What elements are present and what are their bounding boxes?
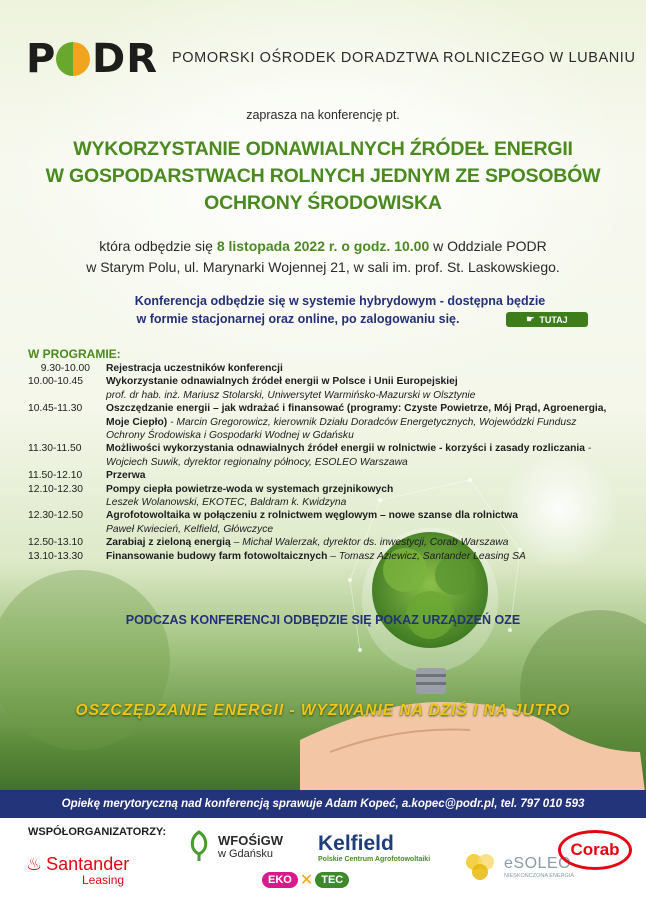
program-topic: Rejestracja uczestników konferencji xyxy=(106,363,283,374)
ekotec-eko: EKO xyxy=(262,872,298,888)
corab-name: Corab xyxy=(570,840,620,859)
program-topic: Agrofotowoltaika w połączeniu z rolnictwem węglowym – nowe szanse dla rolnictwa xyxy=(106,510,518,522)
program-row xyxy=(28,509,618,536)
event-details xyxy=(0,236,646,278)
program-row xyxy=(28,442,618,469)
hybrid-line-1: Konferencja odbędzie się w systemie hybrydowym - dostępna będzie xyxy=(134,294,546,308)
program-topic: Możliwości wykorzystania odnawialnych źródeł energii w rolnictwie - korzyści i zasady rozliczania xyxy=(106,443,585,455)
program-description xyxy=(106,550,618,563)
program-topic: Finansowanie budowy farm fotowoltaicznych xyxy=(106,550,328,562)
slogan: OSZCZĘDZANIE ENERGII - WYZWANIE NA DZIŚ I NA JUTRO xyxy=(75,702,571,719)
program-description xyxy=(106,536,618,549)
santander-logo xyxy=(26,854,129,887)
wfos-name: WFOŚiGW xyxy=(218,832,283,848)
program-topic: Przerwa xyxy=(106,470,146,482)
program-row xyxy=(28,550,618,563)
corab-logo xyxy=(558,830,632,870)
program-time: 10.00-10.45 xyxy=(28,376,83,388)
program-row xyxy=(28,362,618,375)
kelfield-logo xyxy=(318,832,430,863)
program-time: 9.30-10.00 xyxy=(40,363,90,374)
program-topic: Zarabiaj z zieloną energią xyxy=(106,537,231,549)
podr-logo xyxy=(26,34,158,84)
sponsors-label: WSPÓŁORGANIZATORZY: xyxy=(28,826,167,838)
program-description xyxy=(106,442,618,469)
program-topic: Oszczędzanie energii – jak wdrażać i finansować (programy: Czyste Powietrze, Mój Prąd, Agroenergia, Moje Ciepło) xyxy=(106,403,607,428)
program-speaker: – Tomasz Aziewicz, Santander Leasing SA xyxy=(327,550,526,562)
wfos-sub: w Gdańsku xyxy=(218,847,274,860)
flame-icon: ♨ xyxy=(26,854,43,874)
santander-name: Santander xyxy=(46,854,130,874)
organization-name: POMORSKI OŚRODEK DORADZTWA ROLNICZEGO W LUBANIU xyxy=(172,50,636,66)
title-line-3: OCHRONY ŚRODOWISKA xyxy=(204,192,442,214)
wfos-leaf-icon xyxy=(186,830,212,862)
ekotec-logo xyxy=(262,870,349,890)
event-date: 8 listopada 2022 r. o godz. 10.00 xyxy=(216,238,430,254)
program-speaker: prof. dr hab. inż. Mariusz Stolarski, Uniwersytet Warmińsko-Mazurski w Olsztynie xyxy=(106,389,476,401)
ekotec-tec: TEC xyxy=(315,872,349,888)
program-speaker: Paweł Kwiecień, Kelfield, Główczyce xyxy=(106,523,274,535)
pointing-hand-icon: ☛ xyxy=(526,314,535,324)
esoleo-logo xyxy=(460,850,574,884)
esoleo-flower-icon xyxy=(460,850,500,884)
kelfield-name: Kelfield xyxy=(318,832,394,855)
esoleo-name: eSOLEO xyxy=(504,855,572,872)
program-speaker: Leszek Wolanowski, EKOTEC, Baldram k. Kwidzyna xyxy=(106,497,347,509)
program-speaker: – Michał Walerzak, dyrektor ds. inwestycji, Corab Warszawa xyxy=(230,537,509,549)
program-description xyxy=(106,469,618,482)
program-row xyxy=(28,469,618,482)
santander-sub: Leasing xyxy=(82,873,125,887)
tutaj-label: TUTAJ xyxy=(539,314,568,325)
program-description xyxy=(106,509,618,536)
invitation-text: zaprasza na konferencję pt. xyxy=(246,108,400,122)
program-row xyxy=(28,483,618,510)
conference-title xyxy=(0,136,646,217)
tutaj-link-button[interactable] xyxy=(506,312,588,327)
event-location: w Starym Polu, ul. Marynarki Wojennej 21, w sali im. prof. St. Laskowskiego. xyxy=(86,259,560,275)
program-time: 12.30-12.50 xyxy=(28,510,83,522)
program-row xyxy=(28,536,618,549)
logo-leaf-icon xyxy=(56,42,90,76)
program-time: 11.50-12.10 xyxy=(28,470,83,482)
esoleo-sub: NIESKOŃCZONA ENERGIA xyxy=(504,873,574,879)
program-description xyxy=(106,402,618,442)
when-suffix: w Oddziale PODR xyxy=(429,238,547,254)
program-topic: Wykorzystanie odnawialnych źródeł energii w Polsce i Unii Europejskiej xyxy=(106,376,458,388)
title-line-2: W GOSPODARSTWACH ROLNYCH JEDNYM ZE SPOSOBÓW xyxy=(45,165,601,187)
contact-footer: Opiekę merytoryczną nad konferencją sprawuje Adam Kopeć, a.kopec@podr.pl, tel. 797 010 593 xyxy=(0,790,646,818)
title-line-1: WYKORZYSTANIE ODNAWIALNYCH ŹRÓDEŁ ENERGII xyxy=(73,138,573,160)
program-speaker: - Wojciech Suwik, dyrektor regionalny północy, ESOLEO Warszawa xyxy=(106,443,592,468)
program-time: 10.45-11.30 xyxy=(28,403,83,415)
program-description xyxy=(106,375,618,402)
wfos-logo xyxy=(186,830,283,862)
program-time: 13.10-13.30 xyxy=(28,550,83,562)
logo-letter-p: P xyxy=(26,36,57,82)
program-topic: Pompy ciepła powietrze-woda w systemach grzejnikowych xyxy=(106,483,394,495)
program-row xyxy=(28,402,618,442)
program-time: 11.30-11.50 xyxy=(28,443,82,455)
equipment-show-notice: PODCZAS KONFERENCJI ODBĘDZIE SIĘ POKAZ URZĄDZEŃ OZE xyxy=(125,613,521,627)
ekotec-swoosh-icon: ✕ xyxy=(299,872,314,889)
program-time: 12.50-13.10 xyxy=(28,537,83,549)
program-row xyxy=(28,375,618,402)
program-description xyxy=(106,362,618,375)
program-list xyxy=(28,362,618,563)
kelfield-sub: Polskie Centrum Agrofotowoltaiki xyxy=(318,856,431,863)
program-time: 12.10-12.30 xyxy=(28,483,83,495)
hybrid-line-2: w formie stacjonarnej oraz online, po zalogowaniu się. xyxy=(136,312,460,326)
program-heading: W PROGRAMIE: xyxy=(28,347,121,361)
program-description xyxy=(106,483,618,510)
logo-letters-dr: DR xyxy=(92,36,159,82)
program-speaker: - Marcin Gregorowicz, kierownik Działu Doradców Energetycznych, Wojewódzki Fundusz Ochrony Środowiska i Gospodarki Wodnej w Gdańsku xyxy=(106,416,577,442)
when-prefix: która odbędzie się xyxy=(99,238,217,254)
